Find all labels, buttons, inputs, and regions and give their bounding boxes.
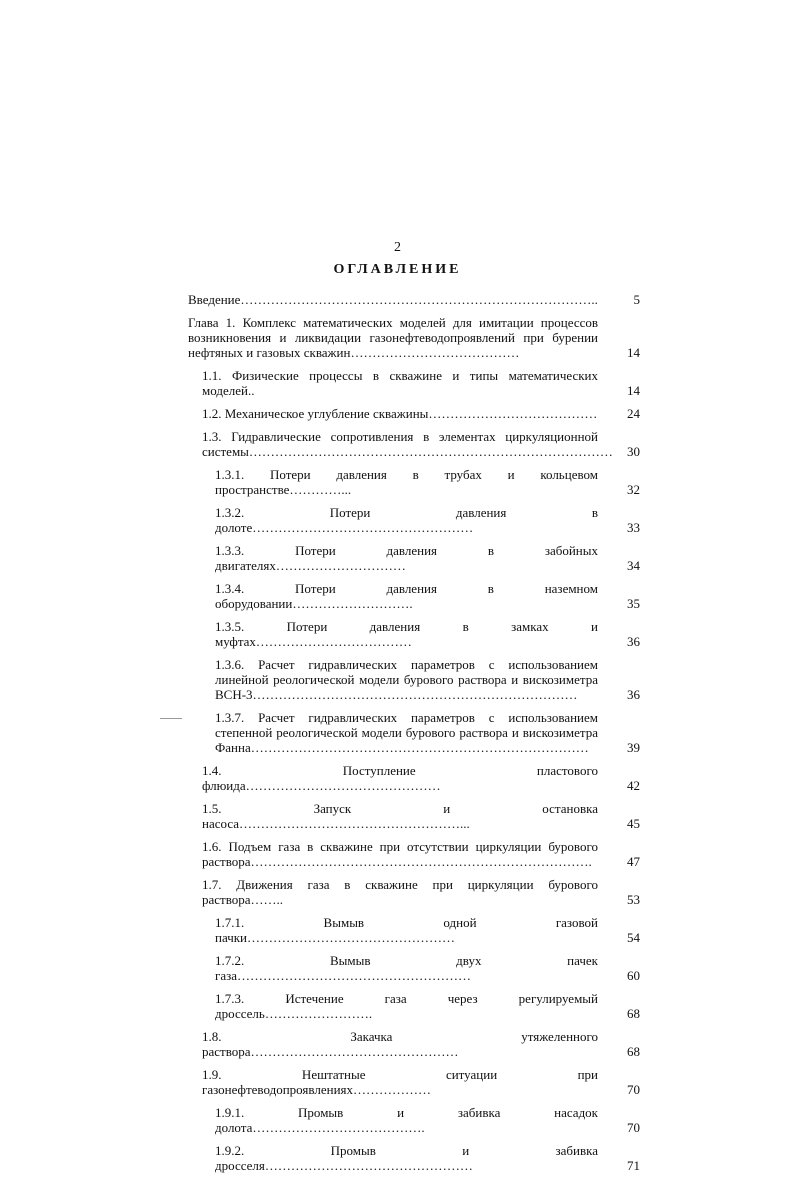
toc-entry-1-4[interactable] [188,763,640,793]
toc-entry-1-3[interactable] [188,429,640,459]
toc-entry-text: 1.3.3. Потери давления в забойных двигателях………………………… [215,543,598,573]
toc-entry-text: 1.1. Физические процессы в скважине и типы математических моделей.. [202,368,598,398]
toc-entry-1-9[interactable] [188,1067,640,1097]
toc-entry-page: 42 [627,778,640,793]
toc-entry-page: 34 [627,558,640,573]
toc-entry-1-7-3[interactable] [188,991,640,1021]
toc-entry-1-3-2[interactable] [188,505,640,535]
toc-entry-page: 24 [627,406,640,421]
toc-entry-page: 70 [627,1082,640,1097]
toc-entry-page: 35 [627,596,640,611]
toc-entry-text: Глава 1. Комплекс математических моделей для имитации процессов возникновения и ликвидации газонефтеводопроявлений при бурении нефтяных и газовых скважин………………………………… [188,315,598,360]
toc-entry-text: 1.3.2. Потери давления в долоте…………………………………………… [215,505,598,535]
toc-entry-text: 1.5. Запуск и остановка насоса……………………………………………... [202,801,598,831]
toc-entry-page: 39 [627,740,640,755]
toc-entry-text: 1.9.2. Промыв и забивка дросселя………………………………………… [215,1143,598,1173]
toc-entry-text: 1.7.2. Вымыв двух пачек газа……………………………………………… [215,953,598,983]
toc-entry-text: 1.7.3. Истечение газа через регулируемый дроссель……………………. [215,991,598,1021]
toc-entry-page: 32 [627,482,640,497]
toc-entry-1-9-1[interactable] [188,1105,640,1135]
toc-entry-text: 1.3.1. Потери давления в трубах и кольцевом пространстве…………... [215,467,598,497]
toc-entry-1-1[interactable] [188,368,640,398]
toc-entry-page: 14 [627,345,640,360]
toc-entry-1-5[interactable] [188,801,640,831]
toc-entry-1-3-1[interactable] [188,467,640,497]
toc-entry-page: 54 [627,930,640,945]
toc-entry-page: 53 [627,892,640,907]
toc-entry-1-3-7[interactable] [188,710,640,755]
toc-entry-1-8[interactable] [188,1029,640,1059]
toc-entry-text: 1.2. Механическое углубление скважины………………………………… [202,406,598,421]
toc-entry-text: 1.3.4. Потери давления в наземном оборудовании………………………. [215,581,598,611]
toc-entry-1-7-2[interactable] [188,953,640,983]
toc-entry-page: 71 [627,1158,640,1173]
toc-entry-1-6[interactable] [188,839,640,869]
toc-entry-page: 68 [627,1044,640,1059]
toc-entry-text: 1.9.1. Промыв и забивка насадок долота…………………………………. [215,1105,598,1135]
toc-entry-page: 45 [627,816,640,831]
toc-entry-page: 5 [633,292,640,307]
toc-title: ОГЛАВЛЕНИЕ [333,262,462,277]
toc-entry-text: 1.8. Закачка утяжеленного раствора………………………………………… [202,1029,598,1059]
toc-entry-text: Введение……………………………………………………………………….. [188,292,598,307]
toc-entry-text: 1.6. Подъем газа в скважине при отсутствии циркуляции бурового раствора……………………………………………………………………. [202,839,598,869]
toc-entry-text: 1.9. Нештатные ситуации при газонефтеводопроявлениях……………… [202,1067,598,1097]
toc-entry-page: 36 [627,634,640,649]
scan-mark [160,718,182,719]
toc-entry-text: 1.3.5. Потери давления в замках и муфтах……………………………… [215,619,598,649]
toc-entry-page: 14 [627,383,640,398]
toc-entry-page: 47 [627,854,640,869]
toc-entry-page: 33 [627,520,640,535]
toc-entry-1-7[interactable] [188,877,640,907]
toc-entry-text: 1.3.7. Расчет гидравлических параметров с использованием степенной реологической модели бурового раствора и вискозиметра Фанна…………………………………………………………………… [215,710,598,755]
toc-entry-page: 70 [627,1120,640,1135]
toc-entry-1-3-4[interactable] [188,581,640,611]
toc-entry-page: 30 [627,444,640,459]
toc-entry-text: 1.7. Движения газа в скважине при циркуляции бурового раствора…….. [202,877,598,907]
toc-entry-text: 1.4. Поступление пластового флюида……………………………………… [202,763,598,793]
toc-entry-page: 68 [627,1006,640,1021]
toc-entry-text: 1.3.6. Расчет гидравлических параметров с использованием линейной реологической модели бурового раствора и вискозиметра ВСН-3………………………………………………………………… [215,657,598,702]
toc-entry-introduction[interactable] [188,292,640,307]
toc-entry-page: 60 [627,968,640,983]
toc-entry-1-2[interactable] [188,406,640,421]
toc-entry-text: 1.7.1. Вымыв одной газовой пачки………………………………………… [215,915,598,945]
toc-entry-1-7-1[interactable] [188,915,640,945]
toc-entry-1-3-5[interactable] [188,619,640,649]
toc-entry-1-3-3[interactable] [188,543,640,573]
toc-entry-text: 1.3. Гидравлические сопротивления в элементах циркуляционной системы………………………………………………………………………… [202,429,613,459]
toc-entry-page: 36 [627,687,640,702]
page-number: 2 [394,240,401,255]
toc-entry-1-9-2[interactable] [188,1143,640,1173]
toc-entry-1-3-6[interactable] [188,657,640,702]
toc-entry-chapter-1[interactable] [188,315,640,360]
table-of-contents [188,292,640,1181]
